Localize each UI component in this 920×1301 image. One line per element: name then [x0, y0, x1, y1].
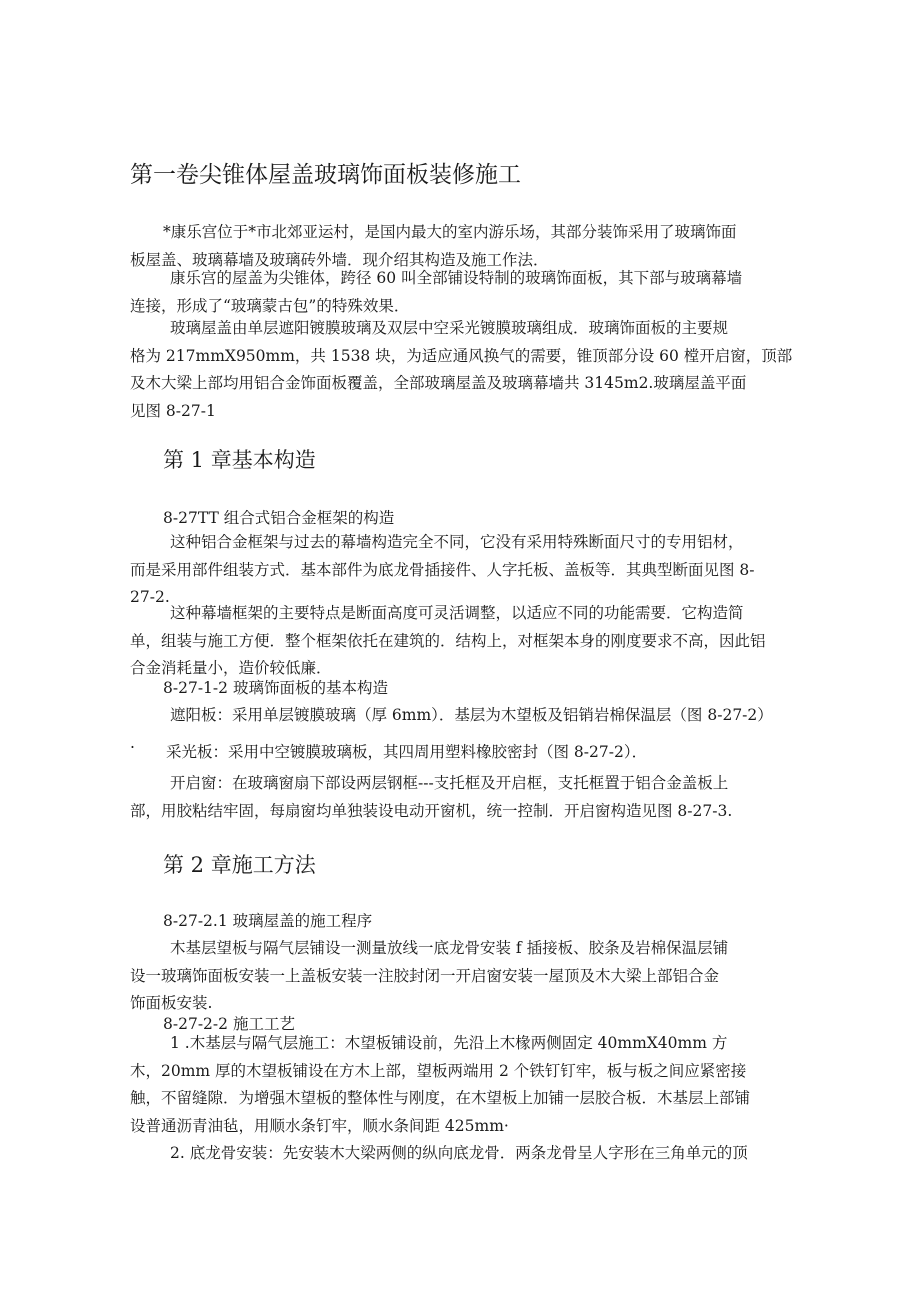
intro-paragraph-3: [130, 315, 793, 425]
text-line: 单，组装与施工方便．整个框架依托在建筑的．结构上，对框架本身的刚度要求不高，因此铝: [130, 631, 766, 650]
text-line: 触，不留缝隙．为增强木望板的整体性与刚度，在木望板上加铺一层胶合板．木基层上部铺: [130, 1089, 751, 1107]
text-line: 设普通沥青油毡，用顺水条钉牢，顺水条间距 425mm·: [130, 1116, 509, 1135]
text-line: 饰面板安装.: [130, 994, 213, 1012]
text-line: 合金消耗量小，造价较低廉．: [130, 659, 332, 677]
document-title: 第一卷尖锥体屋盖玻璃饰面板装修施工: [130, 162, 521, 188]
text-line: 这种幕墙框架的主要特点是断面高度可灵活调整，以适应不同的功能需要．它构造简: [170, 604, 744, 622]
intro-paragraph-2: [130, 265, 788, 320]
section-heading-8-27-1-2: 8-27-1-2 玻璃饰面板的基本构造: [163, 679, 388, 697]
text-line: *康乐宫位于*市北郊亚运村，是国内最大的室内游乐场，其部分装饰采用了玻璃饰面: [163, 223, 737, 241]
ch2-sec1-paragraph-1: [130, 935, 788, 1018]
text-line: 27-2.: [130, 588, 170, 606]
text-line: 这种铝合金框架与过去的幕墙构造完全不同，它没有采用特殊断面尺寸的专用铝材，: [170, 533, 744, 551]
section-heading-8-27-1-1: 8-27TT 组合式铝合金框架的构造: [163, 509, 395, 527]
text-line: 连接，形成了“玻璃蒙古包”的特殊效果．: [130, 296, 410, 315]
text-line: 2. 底龙骨安装：先安装木大梁两侧的纵向底龙骨．两条龙骨呈人字形在三角单元的顶: [170, 1144, 748, 1162]
ch2-sec2-paragraph-2: [130, 1140, 788, 1168]
text-line: .: [130, 733, 135, 752]
text-line: 遮阳板：采用单层镀膜玻璃（厚 6mm）．基层为木望板及铝销岩棉保温层（图 8-27-2）: [170, 706, 773, 724]
text-line: 玻璃屋盖由单层遮阳镀膜玻璃及双层中空采光镀膜玻璃组成．玻璃饰面板的主要规: [170, 319, 729, 337]
text-line: 木，20mm 厚的木望板铺设在方木上部，望板两端用 2 个铁钉钉牢，板与板之间应紧密接: [130, 1061, 747, 1080]
chapter-2-heading: 第 2 章施工方法: [163, 853, 316, 877]
text-line: 设一玻璃饰面板安装一上盖板安装一注胶封闭一开启窗安装一屋顶及木大梁上部铝合金: [130, 966, 720, 985]
ch1-sec1-paragraph-2: [130, 600, 788, 683]
text-line: 板屋盖、玻璃幕墙及玻璃砖外墙．现介绍其构造及施工作法．: [130, 250, 549, 269]
text-line: 部，用胶粘结牢固，每扇窗均单独装设电动开窗机，统一控制．开启窗构造见图 8-27-3.: [130, 801, 733, 820]
ch1-sec2-paragraph-2: [130, 739, 788, 767]
section-heading-8-27-2-2: 8-27-2-2 施工工艺: [163, 1015, 295, 1033]
text-line: 及木大梁上部均用铝合金饰面板覆盖，全部玻璃屋盖及玻璃幕墙共 3145m2.玻璃屋盖平面: [130, 374, 747, 392]
text-line: 开启窗：在玻璃窗扇下部设两层钢框---支托框及开启框，支托框置于铝合金盖板上: [170, 774, 729, 792]
text-line: 木基层望板与隔气层铺设一测量放线一底龙骨安装 f 插接板、胶条及岩棉保温层铺: [170, 939, 729, 957]
text-line: 1 .木基层与隔气层施工：木望板铺设前，先沿上木椽两侧固定 40mmX40mm 方: [170, 1034, 728, 1052]
ch1-sec2-paragraph-3: [130, 770, 788, 825]
text-line: 康乐宫的屋盖为尖锥体，跨径 60 叫全部铺设特制的玻璃饰面板，其下部与玻璃幕墙: [170, 269, 743, 287]
text-line: 而是采用部件组装方式．基本部件为底龙骨插接件、人字托板、盖板等．其典型断面见图 8-: [130, 560, 755, 579]
section-heading-8-27-2-1: 8-27-2.1 玻璃屋盖的施工程序: [163, 912, 373, 930]
ch2-sec2-paragraph-1: [130, 1030, 788, 1140]
text-line: 见图 8-27-1: [130, 401, 216, 420]
text-line: 格为 217mmX950mm，共 1538 块，为适应通风换气的需要，锥顶部分设 60 樘开启窗，顶部: [130, 346, 793, 365]
chapter-1-heading: 第 1 章基本构造: [163, 448, 316, 472]
text-line: 采光板：采用中空镀膜玻璃板，其四周用塑料橡胶密封（图 8-27-2）．: [166, 743, 648, 761]
